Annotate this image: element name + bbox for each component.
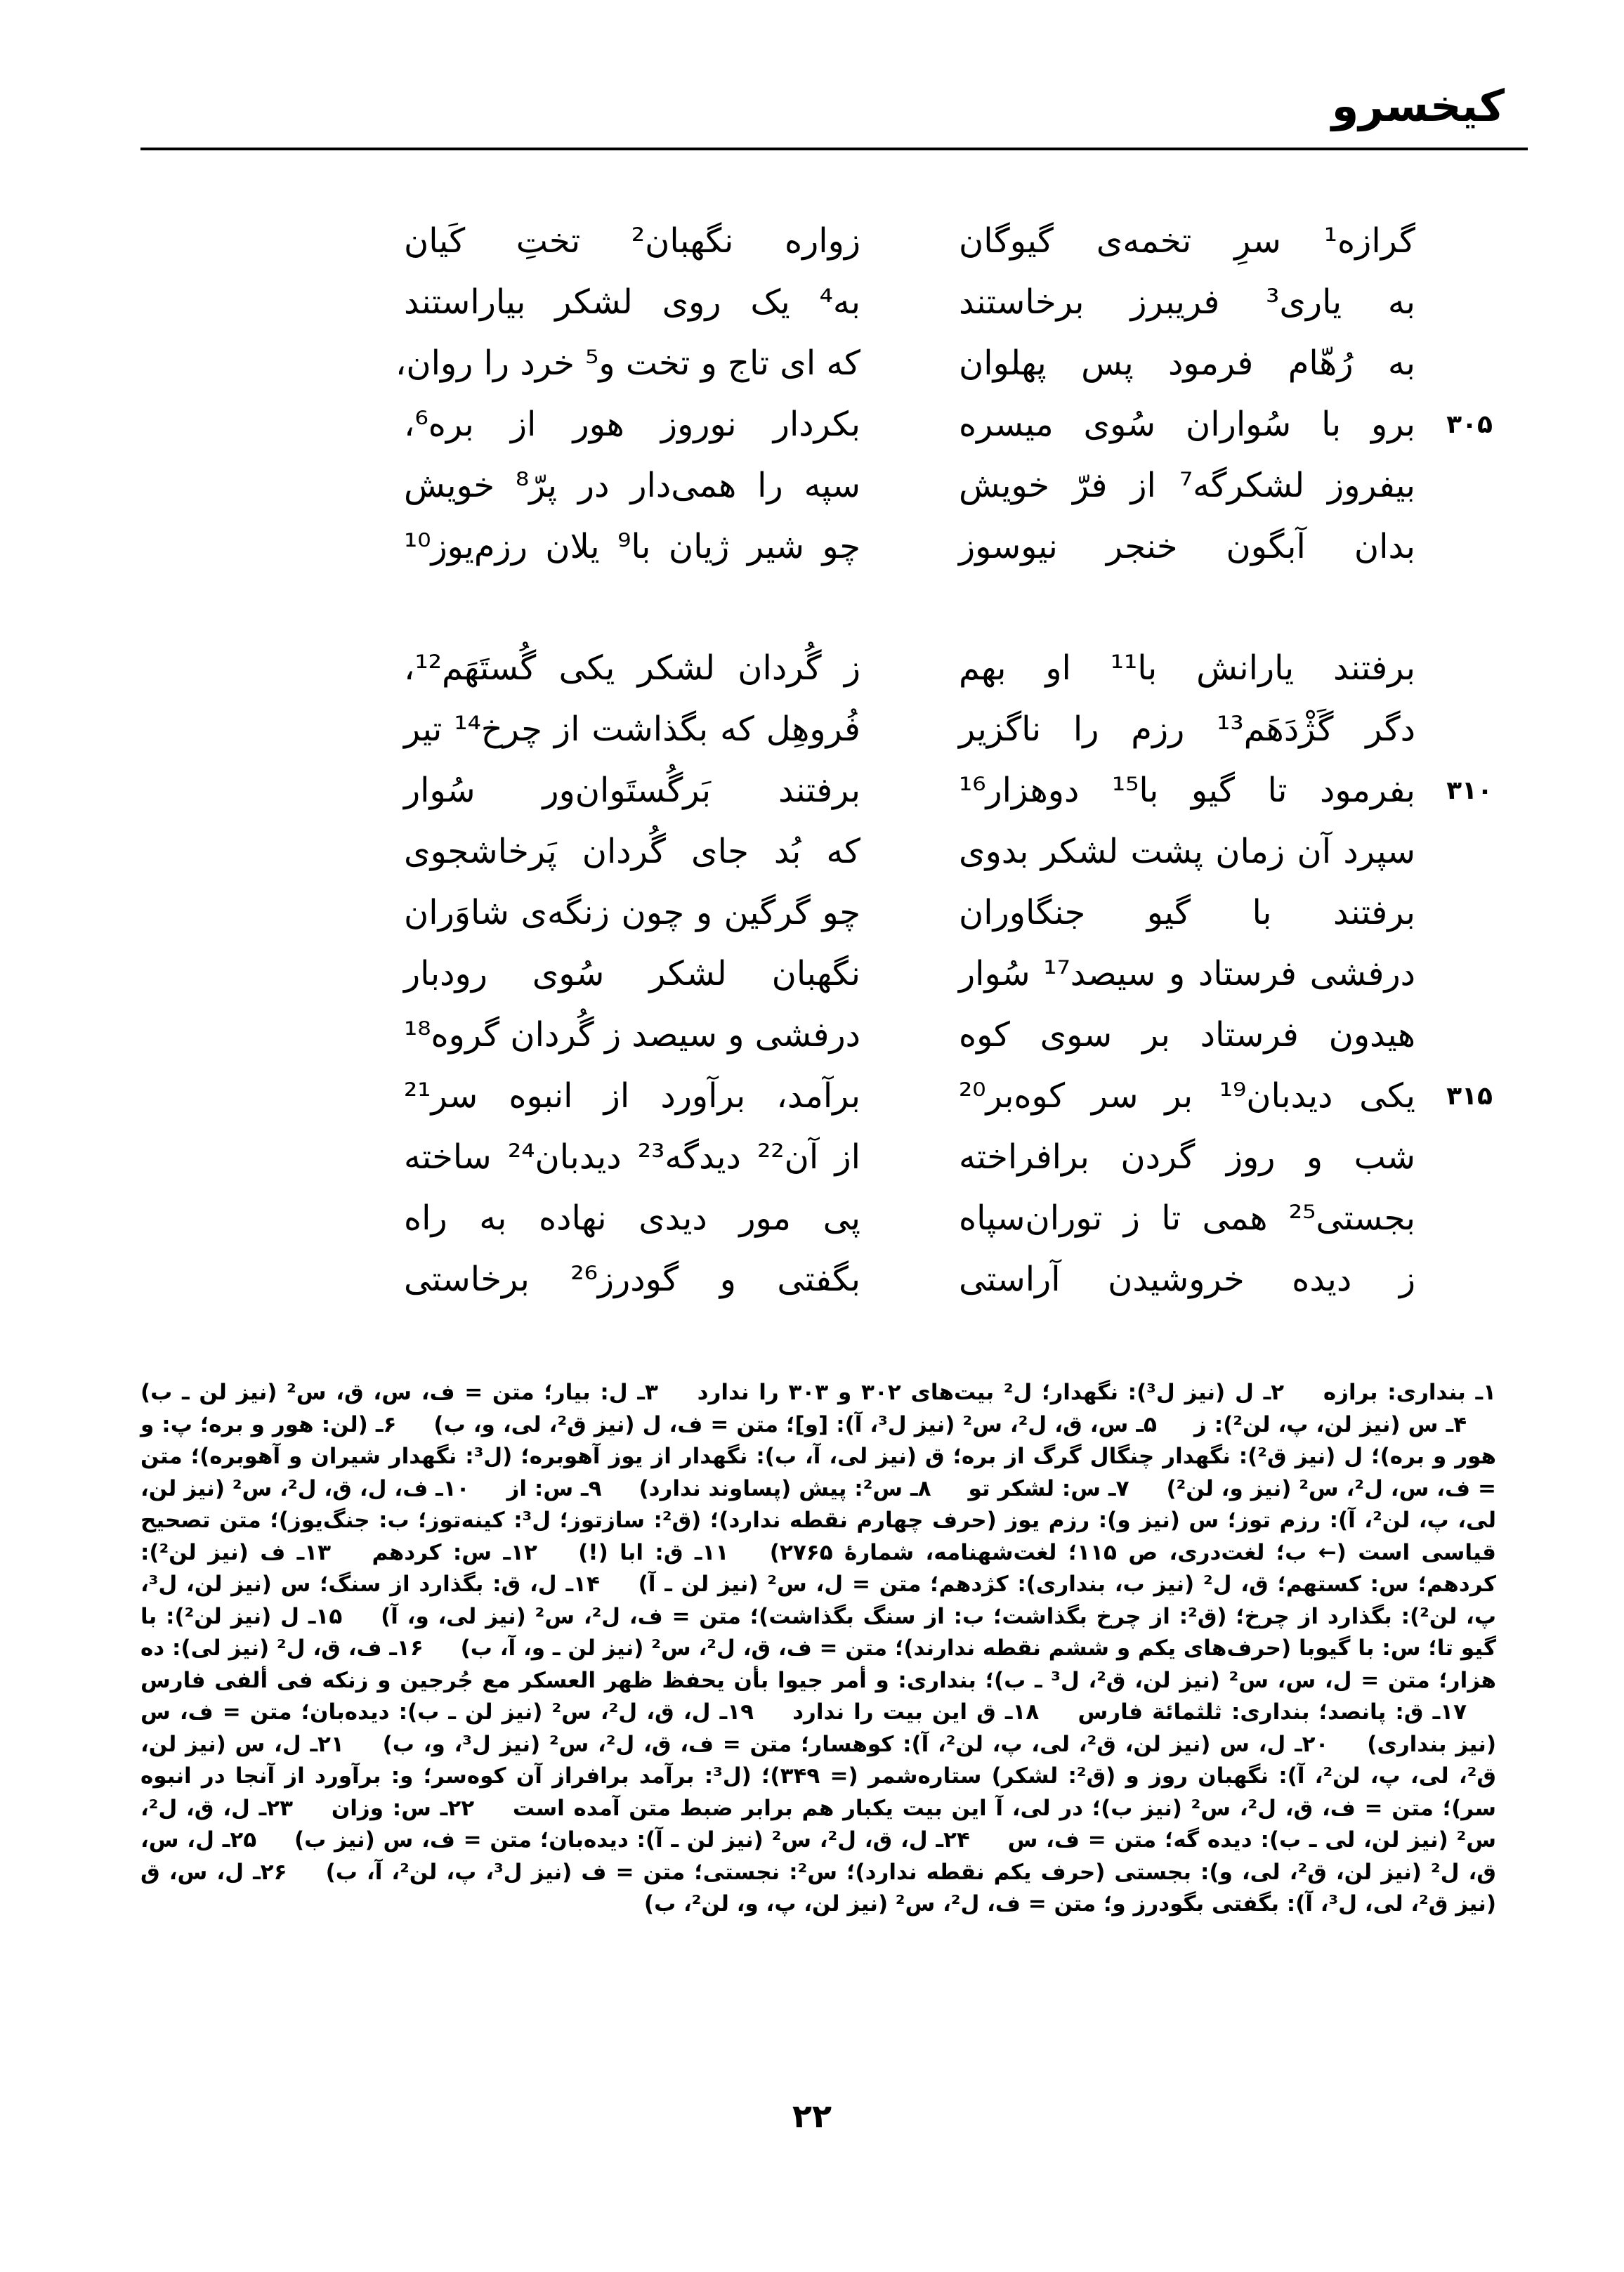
footnote: ۱۱ـ ق: ابا (!)	[578, 1539, 729, 1565]
footnotes	[140, 1377, 1496, 1921]
verse-line	[162, 1249, 1482, 1310]
verse-line	[162, 1066, 1493, 1127]
verse-line	[162, 821, 1482, 882]
footnote: ۱۳ـ ف (نیز لن²): کردهم؛ س: کستهم؛ ق، ل² (نیز ب، بنداری): کژدهم؛ متن = ل، س² (نیز لن ـ آ)	[140, 1539, 1496, 1597]
second-hemistich: بگفتی و گودرز²⁶ برخاستی	[404, 1260, 861, 1299]
footnote: ۱۶ـ ف، ق، ل² (نیز لی): ده هزار؛ متن = ل، س، س² (نیز لن، ق²، ل³ ـ ب)؛ بنداری: و أمر جیوا بأن یحفظ ظهر العسکر مع جُرجین و زنکه فی ألفی فارس	[140, 1636, 1496, 1693]
footnote: ۱۰ـ ف، ل، ق، ل²، س² (نیز لن، لی، پ، لن²، آ): رزم توز؛ س (نیز و): رزم یوز (حرف چهارم نقطه ندارد)؛ (ق²: سازتوز؛ ل³: کینه‌توز؛ ب: جنگ‌یوز)؛ متن تصحیح قیاسی است (← ب؛ لغت‌دری، ص ۱۱۵؛ لغت‌شهنامه، شمارهٔ ۲۷۶۵)	[140, 1475, 1497, 1565]
footnote: ۲۰ـ ل، س (نیز لن، ق²، لی، پ، لن²، آ): کوهسار؛ متن = ف، ق، ل²، س² (نیز ل³، و، ب)	[382, 1731, 1329, 1757]
stanza-1	[162, 211, 1493, 577]
verse-line	[162, 333, 1482, 394]
second-hemistich: برآمد، برآورد از انبوه سر²¹	[404, 1076, 860, 1116]
footnote: ۹ـ س: از	[506, 1475, 602, 1501]
second-hemistich: نگهبان لشکر سُوی رودبار	[404, 954, 860, 993]
second-hemistich: که بُد جای گُردان پَرخاشجوی	[404, 832, 860, 871]
verse-line	[162, 1188, 1482, 1249]
first-hemistich: دگر گَژْدَهَم¹³ رزم را ناگزیر	[959, 710, 1416, 749]
second-hemistich: فُروهِل که بگذاشت از چرخ¹⁴ تیر	[404, 710, 860, 749]
first-hemistich: گرازه¹ سرِ تخمه‌ی گیوگان	[959, 221, 1415, 261]
footnote: ۲۱ـ ل، س (نیز لن، ق²، لی، پ، لن²، آ): نگهبان روز و (ق²: لشکر) ستاره‌شمر (= ۳۴۹)؛ (ل³: برآمد برافراز آن کوه‌سر؛ و: برآورد از آنجا در انبوه سر)؛ متن = ف، ق، ل²، س² (نیز ب)؛ در لی، آ این بیت یکبار هم برابر ضبط متن آمده است	[140, 1731, 1497, 1821]
verse-line	[162, 211, 1482, 272]
footnote: ۱۲ـ س: کردهم	[372, 1539, 537, 1565]
first-hemistich: برفتند با گیو جنگاوران	[959, 893, 1415, 932]
second-hemistich: درفشی و سیصد ز گُردان گروه¹⁸	[404, 1015, 860, 1055]
first-hemistich: بفرمود تا گیو با¹⁵ دوهزار¹⁶	[959, 771, 1416, 810]
running-title: کیخسرو	[1331, 80, 1505, 131]
second-hemistich: چو شیر ژیان با⁹ یلان رزم‌یوز¹⁰	[404, 527, 860, 566]
footnote: ۲۴ـ ل، ق، ل²، س² (نیز لن ـ آ): دیده‌بان؛ متن = ف، س (نیز ب)	[294, 1827, 970, 1853]
second-hemistich: از آن²² دیدگه²³ دیدبان²⁴ ساخته	[404, 1137, 861, 1177]
footnote: ۷ـ س: لشکر تو	[968, 1475, 1129, 1501]
verse-line	[162, 516, 1482, 577]
footnote: ۲۳ـ ل، ق، ل²، س² (نیز لن، لی ـ ب): دیده گه؛ متن = ف، س	[140, 1795, 1496, 1853]
verse-line	[162, 882, 1482, 944]
footnote: ۱۵ـ ل (نیز لن²): با گیو تا؛ س: با گیوبا (حرف‌های یکم و ششم نقطه ندارند)؛ متن = ف، ق، ل²، س² (نیز لن ـ و، آ، ب)	[140, 1603, 1496, 1661]
footnote: ۱۷ـ ق: پانصد؛ بنداری: ثلثمائة فارس	[1078, 1699, 1467, 1725]
footnote: ۲۲ـ س: وزان	[331, 1795, 475, 1821]
poem-body	[162, 211, 1493, 1371]
second-hemistich: ز گُردان لشکر یکی گُستَهَم¹²،	[404, 648, 860, 688]
verse-number: ۳۱۵	[1446, 1082, 1493, 1111]
second-hemistich: که ای تاج و تخت و⁵ خرد را روان،	[395, 344, 860, 383]
header-rule	[140, 148, 1528, 150]
footnote: ۸ـ س²: پیش (پساوند ندارد)	[639, 1475, 931, 1501]
verse-number: ۳۱۰	[1446, 776, 1493, 805]
first-hemistich: به یاری³ فریبرز برخاستند	[959, 282, 1415, 322]
second-hemistich: چو گرگین و چون زنگه‌ی شاوَران	[404, 893, 860, 932]
second-hemistich: بکردار نوروز هور از بره⁶،	[404, 405, 860, 444]
footnote: ۴ـ س (نیز لن، پ، لن²): ز	[1193, 1411, 1467, 1437]
first-hemistich: بدان آبگون خنجر نیوسوز	[959, 527, 1415, 566]
footnote: ۳ـ ل: بیار؛ متن = ف، س، ق، س² (نیز لن ـ ب)	[140, 1380, 658, 1405]
first-hemistich: هیدون فرستاد بر سوی کوه	[959, 1015, 1415, 1055]
verse-number: ۳۰۵	[1446, 410, 1493, 439]
first-hemistich: به رُهّام فرمود پس پهلوان	[959, 344, 1415, 383]
footnote: ۱۹ـ ل، ق، ل²، س² (نیز لن ـ ب): دیده‌بان؛ متن = ف، س (نیز بنداری)	[140, 1699, 1496, 1757]
footnote: ۵ـ س، ق، ل²، س² (نیز ل³، آ): [و]؛ متن = ف، ل (نیز ق²، لی، و، ب)	[433, 1411, 1157, 1437]
second-hemistich: پی مور دیدی نهاده به راه	[404, 1199, 860, 1238]
verse-line	[162, 455, 1482, 516]
verse-line	[162, 394, 1493, 455]
stanza-2	[162, 638, 1493, 1310]
verse-line	[162, 944, 1482, 1005]
footnote: ۲۶ـ ل، س، ق (نیز ق²، لی، ل³، آ): بگفتی بگودرز و؛ متن = ف، ل²، س² (نیز لن، پ، و، لن²، ب)	[140, 1859, 1496, 1917]
verse-line	[162, 638, 1482, 699]
first-hemistich: شب و روز گردن برافراخته	[959, 1137, 1415, 1177]
footnote: ۱۴ـ ل، ق: بگذارد از سنگ؛ س (نیز لن، ل³، پ، لن²): بگذارد از چرخ؛ (ق²: از چرخ بگذاشت؛ ب: از سنگ بگذاشت)؛ متن = ف، ل²، س² (نیز لی، و، آ)	[140, 1572, 1496, 1629]
first-hemistich: سپرد آن زمان پشت لشکر بدوی	[959, 832, 1415, 871]
first-hemistich: بیفروز لشکرگه⁷ از فرّ خویش	[959, 466, 1415, 505]
first-hemistich: برفتند یارانش با¹¹ او بهم	[959, 648, 1415, 688]
verse-line	[162, 1005, 1482, 1066]
second-hemistich: سپه را همی‌دار در پرّ⁸ خویش	[404, 466, 860, 505]
first-hemistich: برو با سُواران سُوی میسره	[959, 405, 1415, 444]
second-hemistich: به⁴ یک روی لشکر بیاراستند	[404, 282, 860, 322]
first-hemistich: درفشی فرستاد و سیصد¹⁷ سُوار	[959, 954, 1415, 993]
first-hemistich: بجستی²⁵ همی تا ز توران‌سپاه	[959, 1199, 1415, 1238]
verse-line	[162, 760, 1493, 821]
footnote: ۱۸ـ ق این بیت را ندارد	[792, 1699, 1040, 1725]
footnote: ۲۵ـ ل، س، ق، ل² (نیز لن، ق²، لی، و): بجستی (حرف یکم نقطه ندارد)؛ س²: نجستی؛ متن = ف (نیز ل³، پ، لن²، آ، ب)	[140, 1827, 1497, 1885]
second-hemistich: زواره نگهبان² تختِ کَیان	[404, 221, 860, 261]
footnote: ۶ـ (لن: هور و بره؛ پ: و هور و بره)؛ ل (نیز ق²): نگهدار چنگال گرگ از بره؛ ق (نیز لی، آ، ب): نگهدار از یوز آهوبره؛ (ل³: نگهدار شیران و آهوبره)؛ متن = ف، س، ل²، س² (نیز و، لن²)	[140, 1411, 1496, 1501]
second-hemistich: برفتند بَرگُستَوان‌ور سُوار	[404, 771, 860, 810]
first-hemistich: یکی دیدبان¹⁹ بر سر کوه‌بر²⁰	[959, 1076, 1416, 1116]
page-number: ۲۲	[792, 2097, 832, 2135]
verse-line	[162, 272, 1482, 333]
verse-line	[162, 699, 1482, 760]
verse-line	[162, 1127, 1482, 1188]
footnote: ۱ـ بنداری: برازه	[1323, 1380, 1496, 1405]
first-hemistich: ز دیده خروشیدن آراستی	[959, 1260, 1415, 1299]
footnote: ۲ـ ل (نیز ل³): نگهدار؛ ل² بیت‌های ۳۰۲ و ۳۰۳ را ندارد	[697, 1380, 1285, 1405]
